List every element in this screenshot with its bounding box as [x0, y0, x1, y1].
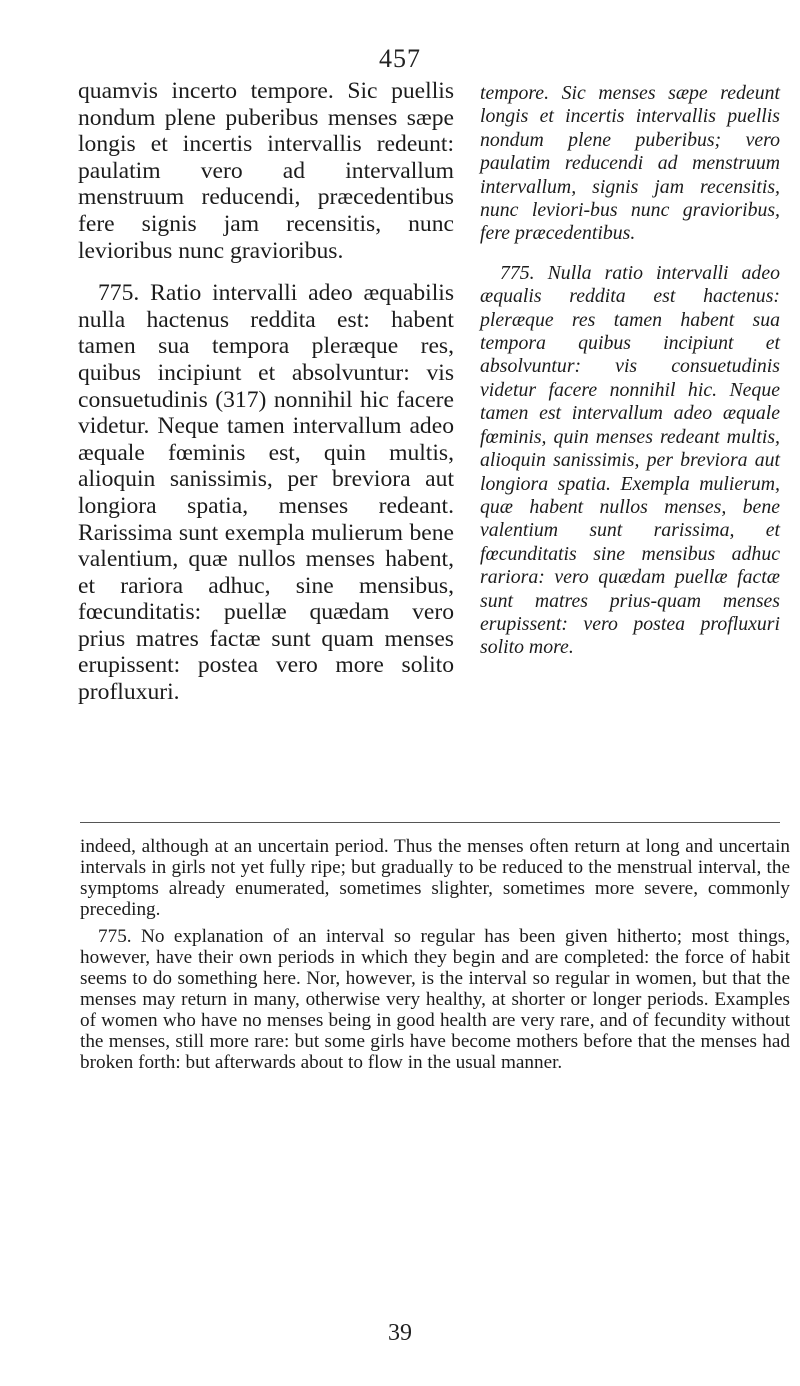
translation-paragraph-1: indeed, although at an uncertain period. Thus the menses often return at long and uncertain intervals in girls not yet fully ripe; but gradually to be reduced to the menstrual interval, the symptoms already enumerated, sometimes slighter, sometimes more severe, commonly preceding.	[80, 836, 790, 920]
latin-paragraph-1: quamvis incerto tempore. Sic puellis nondum plene puberibus menses sæpe longis et incertis intervallis redeunt: paulatim vero ad intervallum menstruum reducendi, præcedentibus fere signis jam recensitis, nunc levioribus nunc gravioribus.	[78, 78, 454, 264]
translation-paragraph-775: 775. No explanation of an interval so regular has been given hitherto; most things, however, have their own periods in which they begin and are completed: the force of habit seems to do something here. Nor, however, is the interval so regular in women, but that the menses may return in many, otherwise very healthy, at shorter or longer periods. Examples of women who have no menses being in good health are very rare, and of fecundity without the menses, still more rare: but some girls have become mothers before that the menses had broken forth: but afterwards about to flow in the usual manner.	[80, 926, 790, 1073]
italic-paragraph-1: tempore. Sic menses sæpe redeunt longis et incertis intervallis puellis nondum plene puberibus; vero paulatim reducendi ad menstruum intervallum, signis jam recensitis, nunc leviori-bus nunc gravioribus, fere præcedentibus.	[480, 82, 780, 245]
italic-ordo-column	[480, 82, 780, 660]
translation-block	[80, 836, 790, 1073]
italic-paragraph-775: 775. Nulla ratio intervalli adeo æqualis reddita est hactenus: pleræque res tamen habent sua tempora quibus incipiunt et absolvuntur: vis consuetudinis videtur facere nonnihil hic. Neque tamen est intervallum adeo æquale fœminis, quin menses redeant multis, alioquin sanissimis, per breviora aut longiora spatia. Exempla mulierum, quæ habent nullos menses, bene valentium sunt rarissima, et fœcunditatis sine mensibus adhuc rariora: vero quædam puellæ factæ sunt matres prius-quam menses erupissent: vero postea profluxuri solito more.	[480, 261, 780, 659]
page-number: 457	[379, 44, 421, 73]
latin-column	[78, 78, 454, 706]
signature-mark: 39	[388, 1320, 412, 1346]
footnote-divider	[80, 822, 780, 823]
latin-paragraph-775: 775. Ratio intervalli adeo æquabilis nulla hactenus reddita est: habent tamen sua tempora pleræque res, quibus incipiunt et absolvuntur: vis consuetudinis (317) nonnihil hic facere videtur. Neque tamen intervallum adeo æquale fœminis est, quin multis, alioquin sanissimis, per breviora aut longiora spatia, menses redeant. Rarissima sunt exempla mulierum bene valentium, quæ nullos menses habent, et rariora adhuc, sine mensibus, fœcunditatis: puellæ quædam vero prius matres factæ sunt quam menses erupissent: postea vero more solito profluxuri.	[78, 280, 454, 706]
